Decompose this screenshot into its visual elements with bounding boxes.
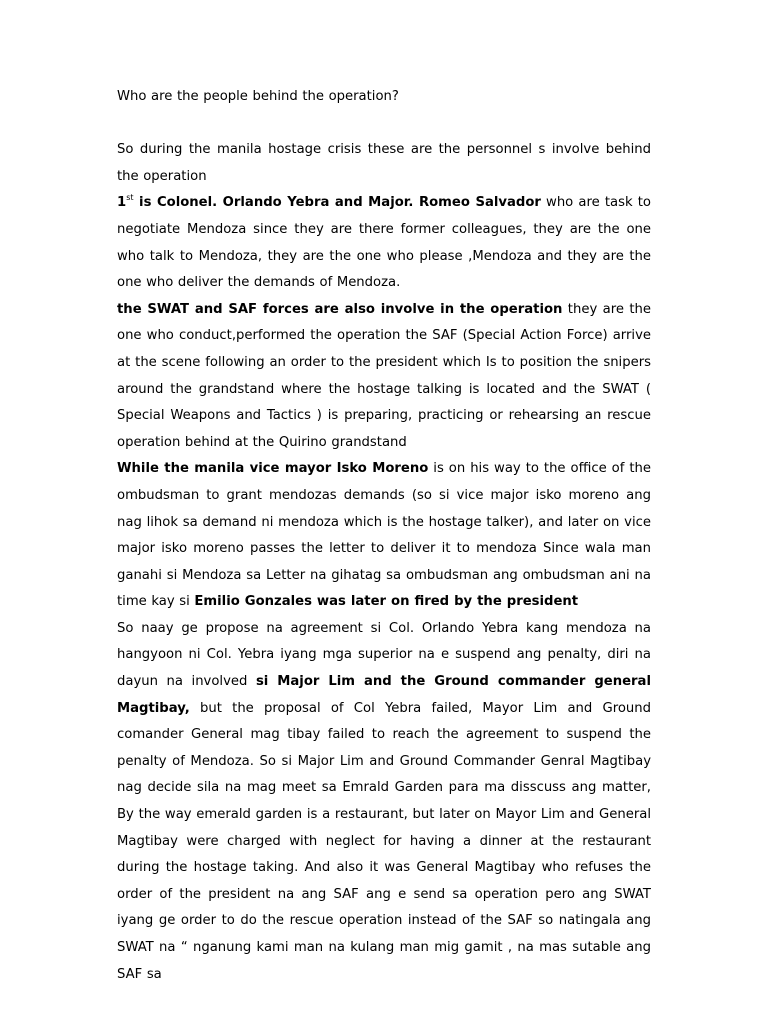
- lim-magtibay-bold-text: si Major Lim and the Ground commander general Magtibay,: [117, 674, 651, 716]
- ordinal-number: 1: [117, 195, 127, 211]
- document-heading: Who are the people behind the operation?: [117, 89, 399, 104]
- gonzales-bold-text: Emilio Gonzales was later on fired by the president: [194, 594, 579, 610]
- intro-paragraph: So during the manila hostage crisis these are the personnel s involve behind the operation: [117, 142, 651, 184]
- ordinal-superscript: st: [126, 192, 134, 202]
- paragraph-agreement: [117, 616, 651, 988]
- vice-mayor-body-text: is on his way to the office of the ombudsman to grant mendozas demands (so si vice major isko moreno ang nag lihok sa demand ni mendoza which is the hostage talker), and later on vice major isko moreno passes the letter to deliver it to mendoza Since wala man ganahi si Mendoza sa Letter na gihatag sa ombudsman ang ombudsman ani na time kay si: [117, 461, 651, 610]
- negotiators-bold-text: is Colonel. Orlando Yebra and Major. Romeo Salvador: [133, 195, 541, 211]
- paragraph-negotiators: [117, 190, 651, 296]
- agreement-body-text: So naay ge propose na agreement si Col. Orlando Yebra kang mendoza na hangyoon ni Col. Yebra iyang mga superior na e suspend ang penalty, diri na dayun na involved: [117, 620, 651, 690]
- paragraph-swat-saf: [117, 297, 651, 457]
- negotiators-body-text: who are task to negotiate Mendoza since they are there former colleagues, they are the one who talk to Mendoza, they are the one who please ,Mendoza and they are the one who deliver the demands of Mendoza.: [117, 195, 652, 291]
- swat-saf-bold-text: the SWAT and SAF forces are also involve in the operation: [117, 301, 563, 317]
- paragraph-vice-mayor: [117, 456, 651, 616]
- agreement-body-text-continued: but the proposal of Col Yebra failed, Mayor Lim and Ground comander General mag tibay failed to reach the agreement to suspend the penalty of Mendoza. So si Major Lim and Ground Commander Genral Magtibay nag decide sila na mag meet sa Emrald Garden para ma disscuss ang matter, By the way emerald garden is a restaurant, but later on Mayor Lim and General Magtibay were charged with neglect for having a dinner at the restaurant during the hostage taking. And also it was General Magtibay who refuses the order of the president na ang SAF ang e send sa operation pero ang SWAT iyang ge order to do the rescue operation instead of the SAF so natingala ang SWAT na “ nganung kami man na kulang man mig gamit , na mas sutable ang SAF sa: [117, 700, 651, 982]
- vice-mayor-bold-text: While the manila vice mayor Isko Moreno: [117, 461, 429, 477]
- swat-saf-body-text: they are the one who conduct,performed the operation the SAF (Special Action Force) arrive at the scene following an order to the president which Is to position the snipers around the grandstand where the hostage talking is located and the SWAT ( Special Weapons and Tactics ) is preparing, practicing or rehearsing an rescue operation behind at the Quirino grandstand: [117, 301, 651, 450]
